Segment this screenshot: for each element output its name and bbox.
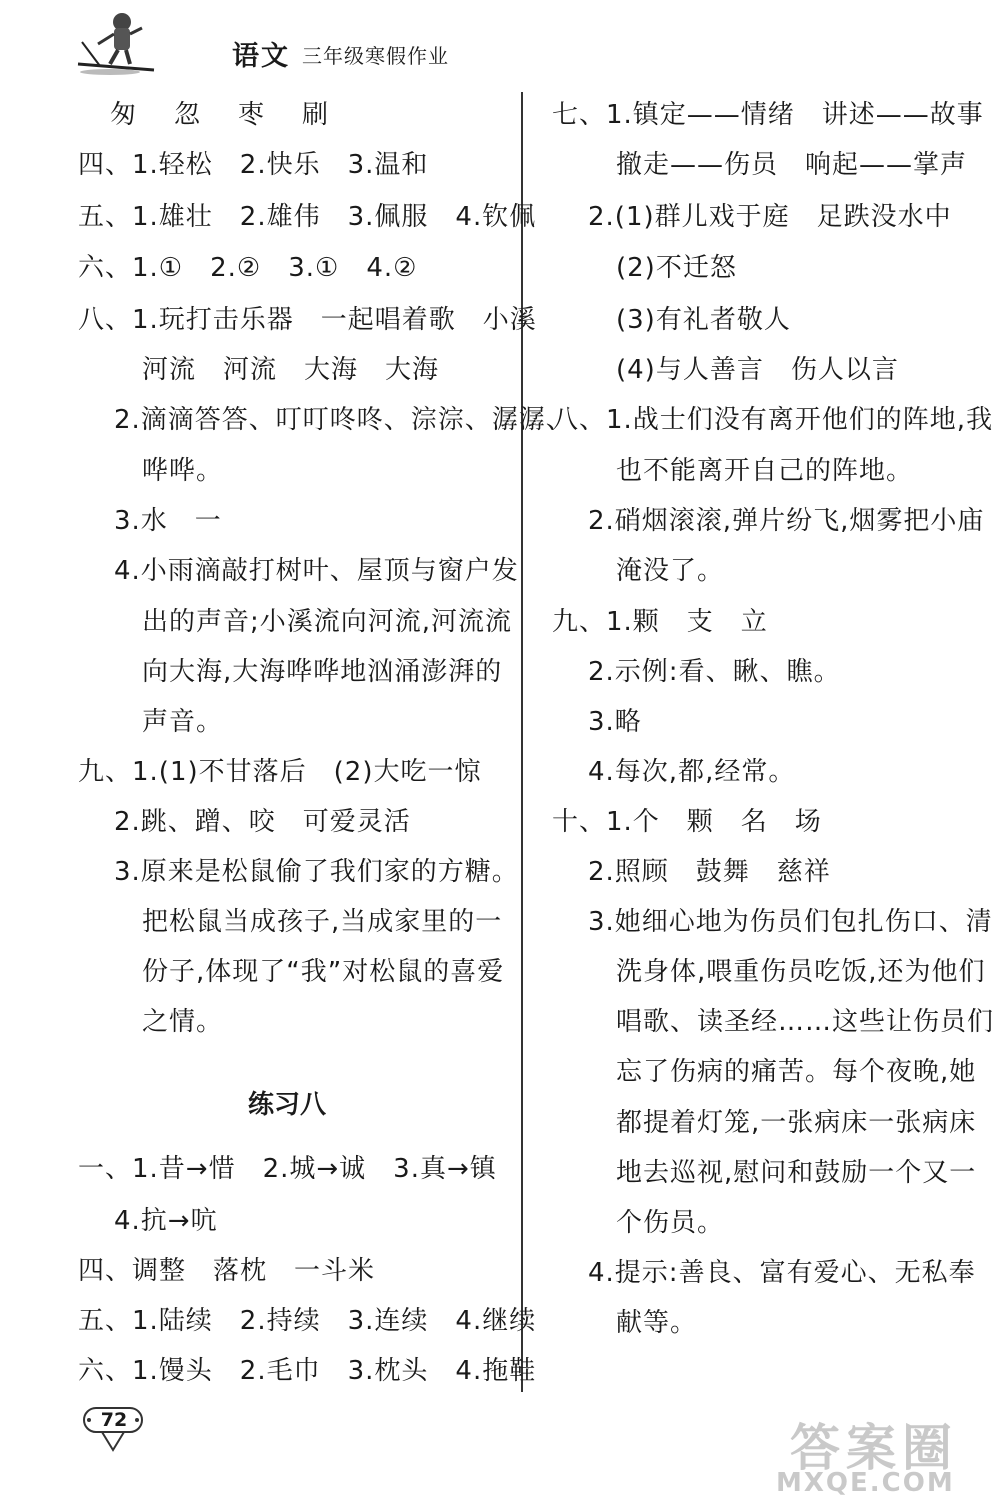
skier-mascot-icon bbox=[70, 4, 158, 76]
answer-line: 2.示例:看、瞅、瞧。 bbox=[588, 657, 841, 687]
answer-line: 2.跳、蹭、咬 可爱灵活 bbox=[114, 807, 411, 837]
answer-line: (2)不迁怒 bbox=[616, 253, 737, 283]
watermark-logo-text: 答案圈 bbox=[790, 1419, 958, 1477]
site-watermark bbox=[770, 1404, 995, 1504]
answer-line: 九、1.(1)不甘落后 (2)大吃一惊 bbox=[78, 757, 482, 787]
watermark-url: MXQE.COM bbox=[776, 1468, 955, 1498]
answer-line: 忘了伤病的痛苦。每个夜晚,她 bbox=[616, 1057, 977, 1087]
answer-line: 都提着灯笼,一张病床一张病床 bbox=[616, 1108, 977, 1138]
answer-line: 2.硝烟滚滚,弹片纷飞,烟雾把小庙 bbox=[588, 506, 985, 536]
answer-line: 出的声音;小溪流向河流,河流流 bbox=[142, 607, 513, 637]
answer-line: 献等。 bbox=[616, 1308, 698, 1338]
answer-line: 4.抗→吭 bbox=[114, 1206, 218, 1236]
answer-line: 3.原来是松鼠偷了我们家的方糖。 bbox=[114, 857, 519, 887]
answer-line: 河流 河流 大海 大海 bbox=[142, 355, 440, 385]
answer-line: 把松鼠当成孩子,当成家里的一 bbox=[142, 907, 503, 937]
answer-line: 4.每次,都,经常。 bbox=[588, 757, 796, 787]
answer-line: 五、1.陆续 2.持续 3.连续 4.继续 bbox=[78, 1306, 537, 1336]
answer-line: 哗哗。 bbox=[142, 456, 224, 486]
answer-line: 匆 忽 枣 刷 bbox=[110, 100, 335, 130]
answer-line: 地去巡视,慰问和鼓励一个又一 bbox=[616, 1158, 977, 1188]
answer-line: 六、1.馒头 2.毛巾 3.枕头 4.拖鞋 bbox=[78, 1356, 537, 1386]
answer-line: 之情。 bbox=[142, 1007, 224, 1037]
answer-line: 3.她细心地为伤员们包扎伤口、清 bbox=[588, 907, 993, 937]
answer-line: 八、1.玩打击乐器 一起唱着歌 小溪 bbox=[78, 305, 537, 335]
answer-line: 十、1.个 颗 名 场 bbox=[552, 807, 822, 837]
subject-title: 语文 bbox=[232, 41, 290, 72]
answer-line: 4.小雨滴敲打树叶、屋顶与窗户发 bbox=[114, 556, 519, 586]
answer-line: 个伤员。 bbox=[616, 1208, 725, 1238]
answer-line: 七、1.镇定——情绪 讲述——故事 bbox=[552, 100, 984, 130]
answer-line: 撤走——伤员 响起——掌声 bbox=[616, 150, 968, 180]
answer-line: 一、1.昔→惜 2.城→诚 3.真→镇 bbox=[78, 1154, 497, 1184]
answer-line: 4.提示:善良、富有爱心、无私奉 bbox=[588, 1258, 976, 1288]
answer-line: 四、1.轻松 2.快乐 3.温和 bbox=[78, 150, 429, 180]
answer-line: 淹没了。 bbox=[616, 556, 725, 586]
answer-line: 声音。 bbox=[142, 707, 224, 737]
answer-line: 唱歌、读圣经……这些让伤员们 bbox=[616, 1007, 995, 1037]
answer-line: 四、调整 落枕 一斗米 bbox=[78, 1256, 376, 1286]
answer-line: 五、1.雄壮 2.雄伟 3.佩服 4.钦佩 bbox=[78, 202, 537, 232]
answer-line: 2.(1)群儿戏于庭 足跌没水中 bbox=[588, 202, 952, 232]
answer-line: 3.水 一 bbox=[114, 506, 222, 536]
answer-line: 九、1.颗 支 立 bbox=[552, 607, 768, 637]
answer-line: 2.照顾 鼓舞 慈祥 bbox=[588, 857, 831, 887]
answer-line: 八、1.战士们没有离开他们的阵地,我 bbox=[552, 405, 994, 435]
answer-line: 也不能离开自己的阵地。 bbox=[616, 456, 914, 486]
section-title: 练习八 bbox=[248, 1090, 327, 1120]
answer-line: (3)有礼者敬人 bbox=[616, 305, 791, 335]
answer-line: 3.略 bbox=[588, 707, 642, 737]
answer-line: 洗身体,喂重伤员吃饭,还为他们 bbox=[616, 957, 986, 987]
answer-line: 六、1.① 2.② 3.① 4.② bbox=[78, 253, 418, 283]
page-header bbox=[70, 0, 470, 80]
answer-line: 2.滴滴答答、叮叮咚咚、淙淙、潺潺、 bbox=[114, 405, 573, 435]
answer-line: (4)与人善言 伤人以言 bbox=[616, 355, 899, 385]
grade-title: 三年级寒假作业 bbox=[302, 44, 449, 68]
column-divider bbox=[521, 92, 523, 1392]
answer-line: 份子,体现了“我”对松鼠的喜爱 bbox=[142, 957, 505, 987]
page-number: 72 bbox=[100, 1409, 128, 1431]
answer-line: 向大海,大海哗哗地汹涌澎湃的 bbox=[142, 657, 503, 687]
